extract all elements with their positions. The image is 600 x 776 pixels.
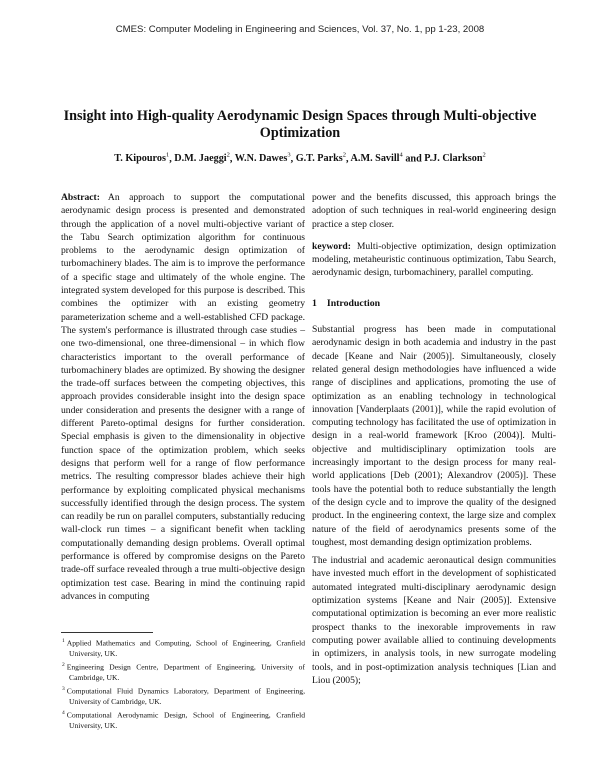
left-column — [61, 191, 305, 603]
section-title: Introduction — [326, 297, 381, 309]
footnote-rule — [61, 632, 153, 633]
footnote: $^1$ Applied Mathematics and Computing, School of Engineering, Cranfield University, UK. — [62, 638, 305, 658]
footnote: $^3$ Computational Fluid Dynamics Laboratory, Department of Engineering, University of Cambridge, UK. — [62, 685, 305, 706]
section-heading — [312, 297, 556, 310]
author: D.M. Jaeggi$^2$ — [174, 152, 230, 165]
author-list: T. Kipouros$^1$, D.M. Jaeggi$^2$, W.N. Dawes$^3$, G.T. Parks$^2$, A.M. Savill$^4$ and P.J. Clarkson$^2$ — [114, 152, 486, 165]
author: G.T. Parks$^2$ — [295, 152, 347, 165]
author: A.M. Savill$^4$ — [350, 152, 403, 165]
section-number: 1 — [312, 297, 317, 309]
author: W.N. Dawes$^3$ — [234, 152, 291, 165]
abstract — [61, 191, 305, 603]
intro-paragraph: Substantial progress has been made in computational aerodynamic design in both academia and industry in the past decade [Keane and Nair (2005)]. Simultaneously, closely related general design methodologies have influenced a wide range of disciplines and applications, promoting the use of optimization as an enabling technology in technological innovation [Vanderplaats (2001)], while the rapid evolution of computing technology has facilitated the use of optimization in design in a real-world framework [Kroo (2004)]. Multi-objective and multidisciplinary optimization tools are increasingly important to the design process for many real-world applications [Deb (2001); Alexandrov (2005)]. These tools have the potential both to reduce substantially the length of the design cycle and to improve the quality of the designed product. In the engineering context, the large size and complex nature of the field of aerodynamics presents some of the toughest, most demanding design optimization problems. — [312, 324, 556, 548]
footnote: $^2$ Engineering Design Centre, Department of Engineering, University of Cambridge, UK. — [62, 661, 305, 682]
keywords-label: keyword: — [312, 240, 351, 252]
abstract-continuation: power and the benefits discussed, this approach brings the adoption of such techniques in real-world engineering design practice a step closer. — [312, 192, 556, 230]
keywords — [312, 240, 556, 280]
paper-title: Insight into High-quality Aerodynamic Design Spaces through Multi-objective Optimization — [63, 108, 537, 141]
footnote: $^4$ Computational Aerodynamic Design, School of Engineering, Cranfield University, UK. — [62, 709, 305, 730]
author: T. Kipouros$^1$ — [114, 152, 170, 165]
right-column — [312, 191, 556, 692]
intro-paragraph: The industrial and academic aeronautical design communities have invested much effort in the development of sophisticated automated integrated multi-disciplinary aerodynamic design optimization systems [Keane and Nair (2005)]. Extensive computational optimization is becoming an ever more realistic prospect thanks to the inexorable improvements in raw computing power available allied to continuing developments in optimizers, in analysis tools, in new surrogate modeling tools, and in post-optimization analysis techniques [Lian and Liou (2005); — [312, 555, 556, 686]
footnotes — [61, 636, 305, 732]
author: P.J. Clarkson$^2$ — [424, 152, 486, 165]
abstract-label: Abstract: — [61, 192, 100, 203]
running-header: CMES: Computer Modeling in Engineering and Sciences, Vol. 37, No. 1, pp 1-23, 2008 — [115, 24, 485, 35]
abstract-text: An approach to support the computational aerodynamic design process is presented and demonstrated through the application of a novel multi-objective variant of the Tabu Search optimization algorithm for continuous problems to the aerodynamic design optimization of turbomachinery blades. The aim is to improve the performance of a specific stage and ultimately of the whole engine. The integrated system developed for this purpose is described. This combines the optimizer with an existing geometry parameterization scheme and a well-established CFD package. The system's performance is illustrated through case studies – one two-dimensional, one three-dimensional – in which flow characteristics important to the overall performance of turbomachinery blades are optimized. By showing the designer the trade-off surfaces between the competing objectives, this approach provides considerable insight into the design space under consideration and presents the designer with a range of different Pareto-optimal designs for further consideration. Special emphasis is given to the dimensionality in objective function space of the optimization problem, which seeks designs that perform well for a range of flow performance metrics. The resulting compressor blades achieve their high performance by exploiting complicated physical mechanisms successfully identified through the design process. The system can readily be run on parallel computers, substantially reducing wall-clock run times – a significant benefit when tackling computationally demanding design problems. Overall optimal performance is offered by compromise designs on the Pareto trade-off surface revealed through a true multi-objective design optimization test case. Bearing in mind the continuing rapid advances in computing — [61, 192, 305, 602]
keywords-text: Multi-objective optimization, design optimization modeling, metaheuristic continuous optimization, Tabu Search, aerodynamic design, turbomachinery, parallel computing. — [312, 240, 556, 279]
